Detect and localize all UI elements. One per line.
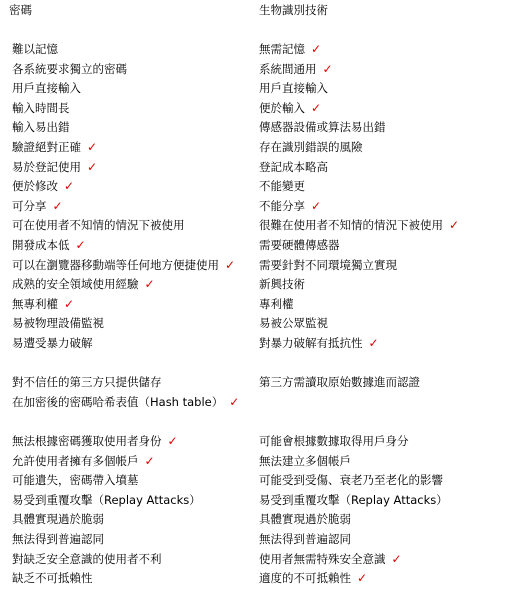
comparison-row	[0, 295, 523, 313]
column-header-password: 密碼	[9, 3, 32, 17]
trait-text: 適度的不可抵賴性	[259, 571, 351, 586]
trait-text: 存在識別錯誤的風險	[259, 140, 363, 154]
trait-text: 傳感器設備或算法易出錯	[259, 120, 386, 135]
trait-text: 對暴力破解有抵抗性	[259, 336, 363, 350]
password-trait	[12, 295, 74, 313]
check-mark-icon: ✓	[449, 218, 460, 233]
password-trait	[12, 138, 97, 156]
trait-text: 開發成本低	[12, 238, 70, 252]
biometric-trait	[259, 138, 363, 156]
biometric-trait	[259, 216, 459, 234]
comparison-row	[0, 118, 523, 136]
biometric-trait	[259, 236, 340, 254]
trait-text: 無法根據密碼獲取使用者身份	[12, 434, 162, 448]
check-mark-icon: ✓	[75, 238, 86, 252]
trait-text: 專利權	[259, 296, 294, 311]
comparison-row	[0, 236, 523, 254]
comparison-row	[0, 314, 523, 332]
check-mark-icon: ✓	[87, 159, 98, 174]
trait-text: 對不信任的第三方只提供儲存	[12, 375, 162, 390]
trait-text: 易遭受暴力破解	[12, 336, 93, 350]
password-trait	[12, 99, 70, 117]
check-mark-icon: ✓	[144, 453, 155, 468]
password-trait	[12, 236, 86, 254]
trait-text: 用戶直接輸入	[259, 81, 328, 96]
comparison-row	[0, 412, 523, 430]
trait-text: 輸入時間長	[12, 100, 70, 115]
trait-text: 便於修改	[12, 179, 58, 194]
password-trait	[12, 452, 155, 470]
check-mark-icon: ✓	[311, 198, 322, 213]
comparison-row	[0, 569, 523, 587]
check-mark-icon: ✓	[311, 42, 322, 56]
check-mark-icon: ✓	[229, 394, 240, 409]
password-trait	[12, 40, 58, 58]
biometric-trait	[259, 471, 443, 489]
trait-text: 使用者無需特殊安全意識	[259, 551, 386, 566]
biometric-trait	[259, 60, 333, 78]
check-mark-icon: ✓	[311, 100, 322, 115]
comparison-row	[0, 177, 523, 195]
trait-text: 各系統要求獨立的密碼	[12, 61, 127, 76]
biometric-trait	[259, 295, 294, 313]
password-trait	[12, 510, 104, 528]
comparison-row	[0, 138, 523, 156]
trait-text: 第三方需讀取原始數據進而認證	[259, 375, 420, 390]
password-trait	[12, 158, 97, 176]
trait-text: 輸入易出錯	[12, 120, 70, 135]
trait-text: 無需記憶	[259, 42, 305, 56]
trait-text: 系統間通用	[259, 61, 317, 76]
biometric-trait	[259, 197, 321, 215]
comparison-row	[0, 491, 523, 509]
trait-text: 具體實現過於脆弱	[12, 512, 104, 527]
trait-text: 無法得到普遍認同	[12, 532, 104, 546]
password-trait	[12, 177, 74, 195]
password-trait	[12, 275, 155, 293]
biometric-trait	[259, 491, 448, 509]
check-mark-icon: ✓	[322, 61, 333, 76]
check-mark-icon: ✓	[144, 277, 155, 292]
check-mark-icon: ✓	[87, 140, 98, 154]
trait-text: 不能分享	[259, 198, 305, 213]
check-mark-icon: ✓	[167, 434, 178, 448]
comparison-row	[0, 79, 523, 97]
password-trait	[12, 60, 127, 78]
trait-text: 具體實現過於脆弱	[259, 512, 351, 527]
check-mark-icon: ✓	[64, 179, 75, 194]
trait-text: 無法建立多個帳戶	[259, 453, 351, 468]
trait-text: 用戶直接輸入	[12, 81, 81, 96]
biometric-trait	[259, 550, 402, 568]
password-trait	[12, 530, 104, 548]
biometric-trait	[259, 334, 379, 352]
password-trait	[12, 118, 70, 136]
biometric-trait	[259, 256, 397, 274]
trait-text: 無法得到普遍認同	[259, 532, 351, 546]
biometric-trait	[259, 40, 321, 58]
comparison-row	[0, 60, 523, 78]
biometric-trait	[259, 158, 328, 176]
trait-text: 無專利權	[12, 296, 58, 311]
comparison-row	[0, 158, 523, 176]
trait-text: 需要針對不同環境獨立實現	[259, 257, 397, 272]
biometric-trait	[259, 118, 386, 136]
biometric-trait	[259, 452, 351, 470]
comparison-row	[0, 334, 523, 352]
trait-text: 可以在瀏覽器移動端等任何地方便捷使用	[12, 257, 219, 272]
comparison-row	[0, 197, 523, 215]
comparison-row	[0, 275, 523, 293]
check-mark-icon: ✓	[368, 336, 379, 350]
trait-text: 可分享	[12, 198, 47, 213]
password-trait	[12, 256, 235, 274]
trait-text: 需要硬體傳感器	[259, 238, 340, 252]
check-mark-icon: ✓	[391, 551, 402, 566]
comparison-row	[0, 471, 523, 489]
password-trait	[12, 550, 162, 568]
biometric-trait	[259, 177, 305, 195]
password-trait	[12, 569, 93, 587]
comparison-row	[0, 452, 523, 470]
comparison-row	[0, 256, 523, 274]
biometric-trait	[259, 79, 328, 97]
comparison-row	[0, 393, 523, 411]
biometric-trait	[259, 99, 321, 117]
trait-text: 易於登記使用	[12, 159, 81, 174]
password-trait	[12, 216, 185, 234]
trait-text: 登記成本略高	[259, 159, 328, 174]
column-header-biometric: 生物識別技術	[259, 3, 328, 17]
trait-text: 缺乏不可抵賴性	[12, 571, 93, 586]
password-trait	[12, 79, 81, 97]
check-mark-icon: ✓	[52, 198, 63, 213]
trait-text: 新興技術	[259, 277, 305, 292]
password-trait	[12, 373, 162, 391]
comparison-row	[0, 530, 523, 548]
trait-text: 很難在使用者不知情的情況下被使用	[259, 218, 443, 233]
comparison-row	[0, 40, 523, 58]
trait-text: 便於輸入	[259, 100, 305, 115]
check-mark-icon: ✓	[357, 571, 368, 586]
trait-text: 可能受到受傷、衰老乃至老化的影響	[259, 473, 443, 488]
trait-text: 對缺乏安全意識的使用者不利	[12, 551, 162, 566]
password-trait	[12, 393, 239, 411]
biometric-trait	[259, 432, 409, 450]
comparison-row	[0, 354, 523, 372]
password-trait	[12, 197, 63, 215]
trait-text: 易被物理設備監視	[12, 316, 104, 331]
comparison-row	[0, 373, 523, 391]
trait-text: 在加密後的密碼哈希表值（Hash table）	[12, 394, 224, 409]
trait-text: 成熟的安全領域使用經驗	[12, 277, 139, 292]
trait-text: 易受到重覆攻擊（Replay Attacks）	[259, 492, 448, 507]
check-mark-icon: ✓	[225, 257, 236, 272]
comparison-row	[0, 510, 523, 528]
trait-text: 可能遺失，密碼帶入墳墓	[12, 473, 139, 488]
biometric-trait	[259, 569, 367, 587]
trait-text: 可在使用者不知情的情況下被使用	[12, 218, 185, 233]
password-trait	[12, 314, 104, 332]
password-trait	[12, 334, 93, 352]
check-mark-icon: ✓	[64, 296, 75, 311]
trait-text: 易受到重覆攻擊（Replay Attacks）	[12, 492, 201, 507]
trait-text: 驗證絕對正確	[12, 140, 81, 154]
password-trait	[12, 471, 139, 489]
password-trait	[12, 491, 201, 509]
password-trait	[12, 432, 178, 450]
trait-text: 難以記憶	[12, 42, 58, 56]
biometric-trait	[259, 314, 328, 332]
biometric-trait	[259, 530, 351, 548]
trait-text: 不能變更	[259, 179, 305, 194]
biometric-trait	[259, 275, 305, 293]
trait-text: 允許使用者擁有多個帳戶	[12, 453, 139, 468]
comparison-row	[0, 550, 523, 568]
biometric-trait	[259, 373, 420, 391]
comparison-row	[0, 99, 523, 117]
comparison-row	[0, 432, 523, 450]
comparison-row	[0, 216, 523, 234]
trait-text: 易被公眾監視	[259, 316, 328, 331]
trait-text: 可能會根據數據取得用戶身分	[259, 434, 409, 448]
biometric-trait	[259, 510, 351, 528]
